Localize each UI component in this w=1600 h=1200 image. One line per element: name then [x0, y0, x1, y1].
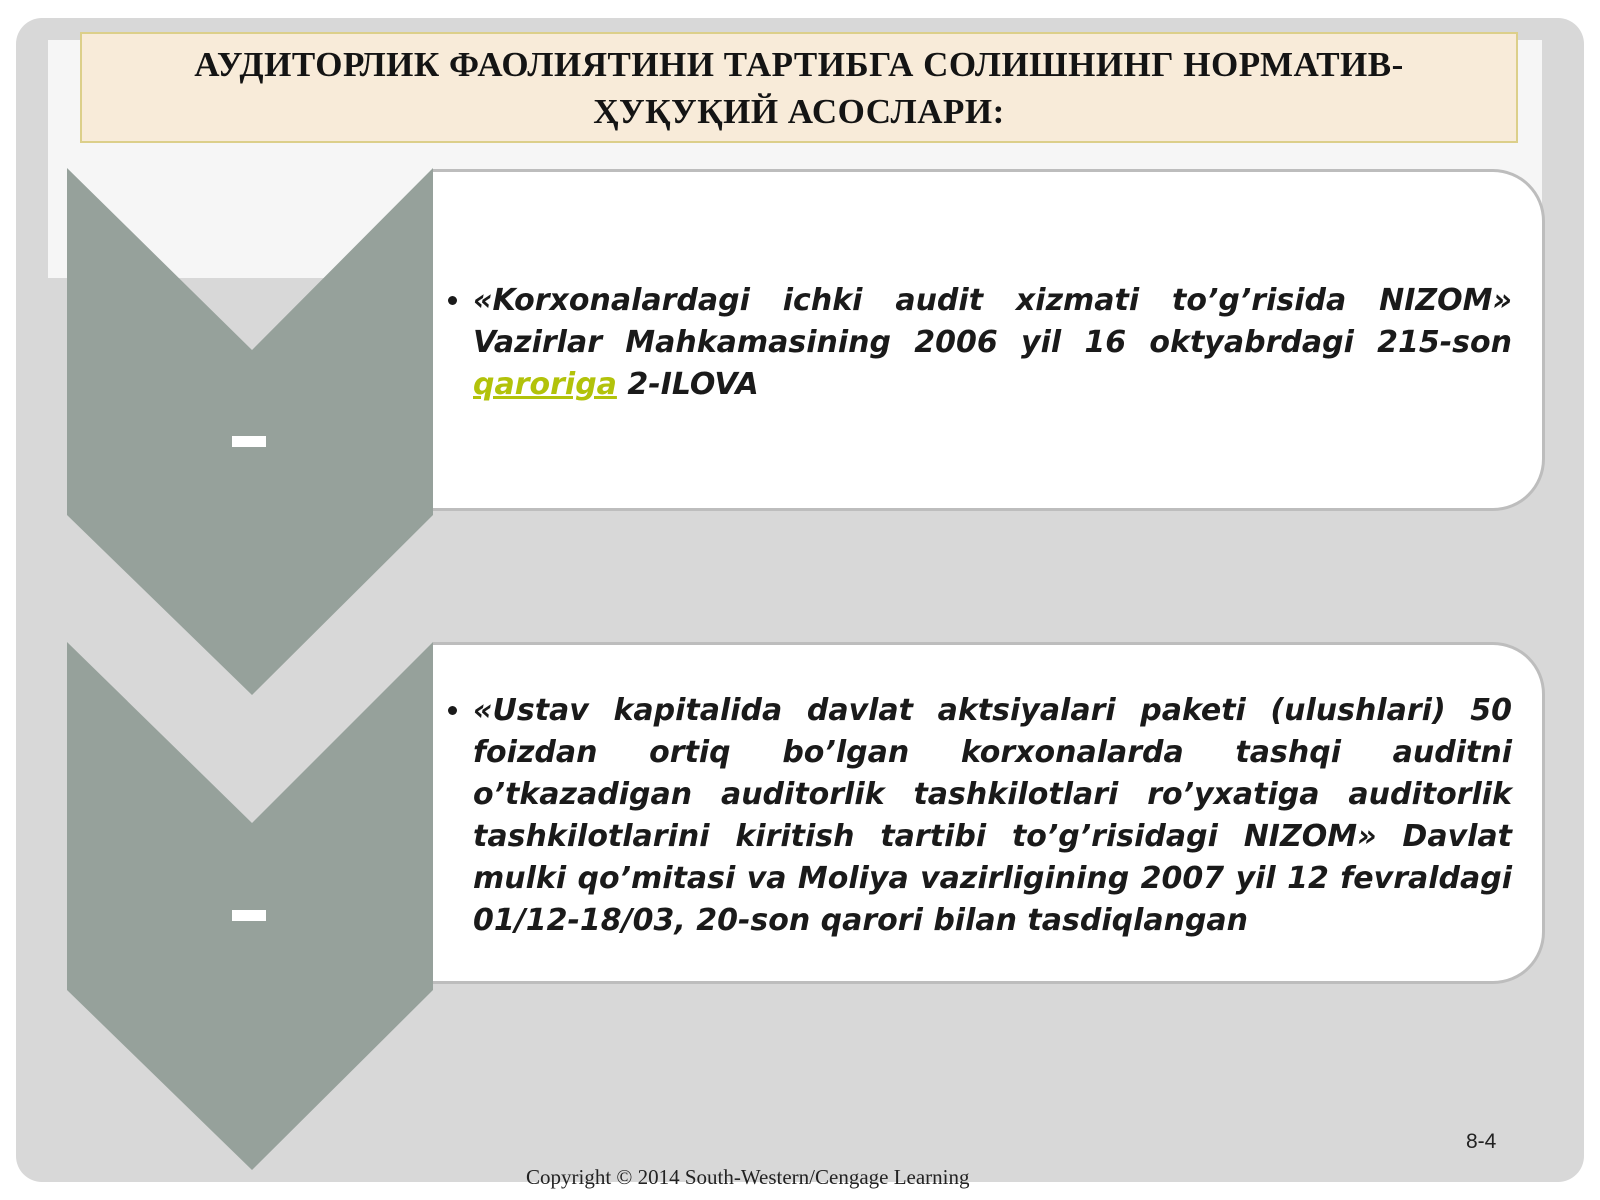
copyright-footer: Copyright © 2014 South-Western/Cengage Learning: [526, 1165, 970, 1189]
chevron-2: [67, 642, 433, 1170]
item-1-text: «Korxonalardagi ichki audit xizmati to’g’risida NIZOM» Vazirlar Mahkamasining 2006 yil 16 oktyabrdagi 215-son: [473, 283, 1512, 360]
item-1-suffix: 2-ILOVA: [616, 367, 759, 402]
text-card-1: [433, 169, 1545, 511]
list-item-1: [473, 280, 1512, 406]
page-title: АУДИТОРЛИК ФАОЛИЯТИНИ ТАРТИБГА СОЛИШНИНГ НОРМАТИВ-ҲУҚУҚИЙ АСОСЛАРИ:: [194, 44, 1404, 131]
list-item-2: • «Ustav kapitalida davlat aktsiyalari paketi (ulushlari) 50 foizdan ortiq bo’lgan korxonalarda tashqi auditni o’tkazadigan auditorlik tashkilotlari ro’yxatiga auditorlik tashkilotlarini kiritish tartibi to’g’risidagi NIZOM» Davlat mulki qo’mitasi va Moliya vazirligining 2007 yil 12 fevraldagi 01/12-18/03, 20-son qarori bilan tasdiqlangan: [473, 690, 1512, 942]
chevron-1: [67, 168, 433, 695]
chevron-1-dash-marker: [232, 436, 266, 447]
qaroriga-link[interactable]: qaroriga: [473, 367, 617, 402]
text-card-2: [433, 642, 1545, 984]
chevron-2-dash-marker: [232, 910, 266, 921]
page-number: 8-4: [1466, 1130, 1497, 1153]
